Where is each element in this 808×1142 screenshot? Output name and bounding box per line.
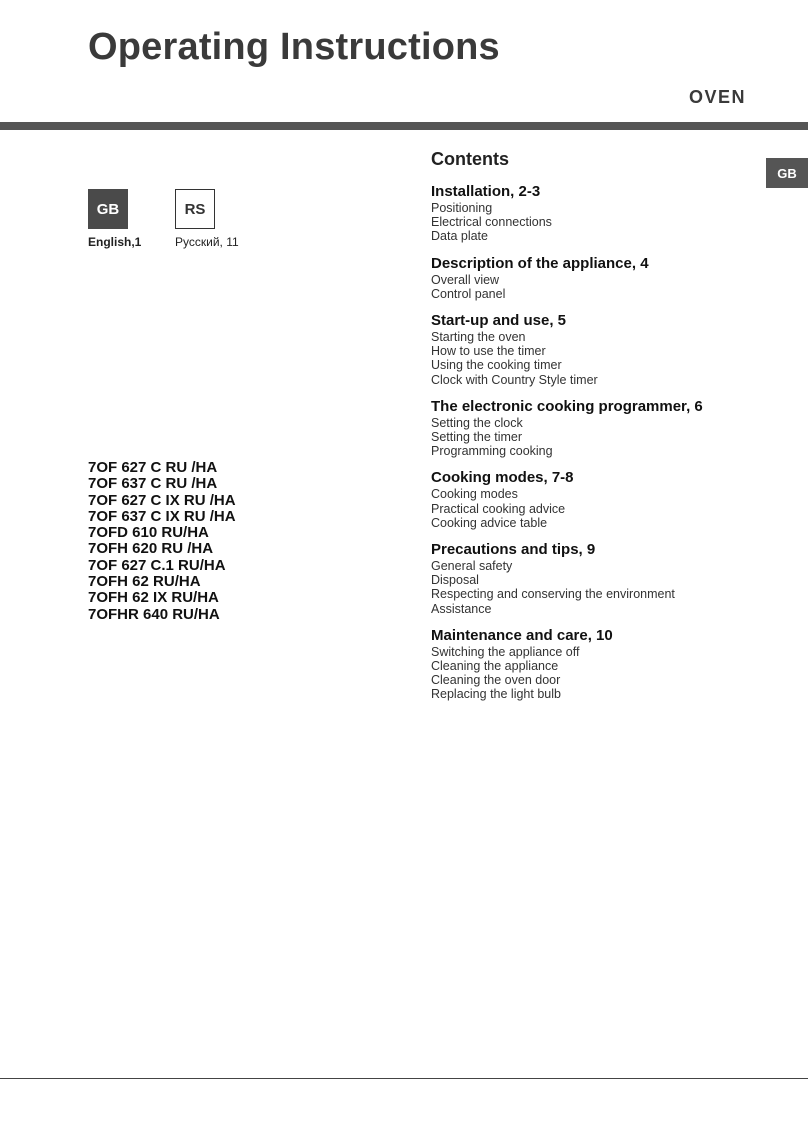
section-item: Clock with Country Style timer: [431, 372, 598, 387]
table-of-contents: [431, 149, 771, 713]
section-title: Description of the appliance, 4: [431, 254, 649, 272]
contents-section-programmer: [431, 398, 771, 459]
document-title: Operating Instructions: [88, 26, 500, 68]
section-item: Programming cooking: [431, 444, 553, 459]
section-item: Assistance: [431, 601, 492, 616]
section-item: Switching the appliance off: [431, 644, 580, 659]
model-number: 7OF 627 C IX RU /HA: [88, 491, 236, 509]
model-number: 7OF 627 C.1 RU/HA: [88, 556, 226, 574]
language-label-russian: Русский, 11: [175, 235, 239, 249]
contents-section-maintenance: [431, 627, 771, 702]
contents-section-installation: [431, 183, 771, 244]
contents-section-cooking-modes: [431, 469, 771, 530]
product-type: OVEN: [688, 87, 746, 107]
language-side-tab: GB: [766, 158, 808, 188]
model-number: 7OF 637 C IX RU /HA: [88, 507, 236, 525]
section-item: Data plate: [431, 229, 488, 244]
section-item: Replacing the light bulb: [431, 687, 561, 702]
model-list: [88, 460, 236, 623]
section-item: Electrical connections: [431, 215, 552, 230]
language-code-gb: GB: [88, 189, 128, 229]
section-item: Respecting and conserving the environment: [431, 587, 675, 602]
section-item: Setting the timer: [431, 430, 523, 445]
contents-section-startup: [431, 312, 771, 387]
section-item: Using the cooking timer: [431, 358, 562, 373]
section-item: Starting the oven: [431, 330, 526, 345]
section-item: Disposal: [431, 573, 479, 588]
section-item: Cooking advice table: [431, 515, 548, 530]
model-number: 7OF 627 C RU /HA: [88, 459, 218, 476]
language-code-rs: RS: [175, 189, 215, 229]
section-item: Setting the clock: [431, 415, 523, 430]
section-item: How to use the timer: [431, 344, 546, 359]
section-item: Cleaning the appliance: [431, 659, 559, 674]
section-title: Start-up and use, 5: [431, 312, 567, 330]
model-number: 7OFH 62 IX RU/HA: [88, 589, 219, 607]
section-item: Cooking modes: [431, 487, 518, 502]
section-item: Positioning: [431, 201, 493, 215]
section-item: Control panel: [431, 286, 506, 301]
contents-section-description: [431, 255, 771, 301]
section-title: Cooking modes, 7-8: [431, 469, 574, 487]
section-item: Practical cooking advice: [431, 501, 566, 516]
section-title: Precautions and tips, 9: [431, 541, 596, 559]
section-item: Cleaning the oven door: [431, 673, 561, 688]
model-number: 7OFHR 640 RU/HA: [88, 605, 220, 623]
language-label-english: English,1: [88, 235, 142, 249]
section-title: Maintenance and care, 10: [431, 626, 613, 644]
footer-rule: [0, 1078, 808, 1079]
contents-heading: Contents: [431, 149, 509, 169]
model-number: 7OF 637 C RU /HA: [88, 475, 218, 493]
contents-section-precautions: [431, 541, 771, 616]
section-item: General safety: [431, 559, 513, 574]
model-number: 7OFH 62 RU/HA: [88, 573, 201, 591]
model-number: 7OFD 610 RU/HA: [88, 524, 209, 542]
model-number: 7OFH 620 RU /HA: [88, 540, 214, 558]
header-rule: [0, 122, 808, 130]
section-title: Installation, 2-3: [431, 183, 541, 200]
section-item: Overall view: [431, 272, 500, 287]
section-title: The electronic cooking programmer, 6: [431, 397, 703, 415]
